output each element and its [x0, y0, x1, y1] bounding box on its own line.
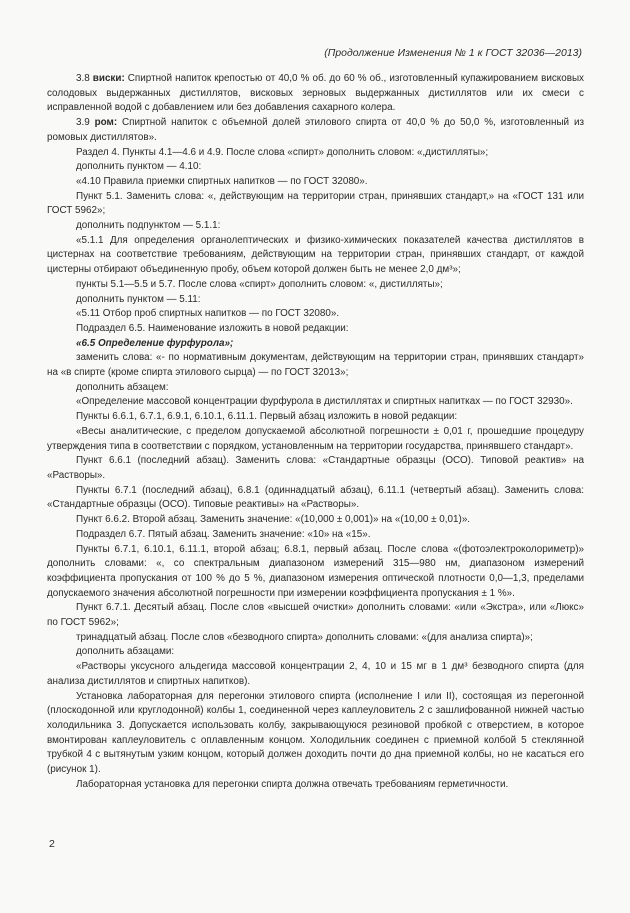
paragraph: Раздел 4. Пункты 4.1—4.6 и 4.9. После слова «спирт» дополнить словом: «,дистилляты»; [76, 146, 489, 158]
paragraph: Лабораторная установка для перегонки спирта должна отвечать требованиям герметичности. [76, 778, 509, 790]
paragraph: «6.5 Определение фурфурола»; [76, 337, 234, 349]
paragraph: «Растворы уксусного альдегида массовой концентрации 2, 4, 10 и 15 мг в 1 дм³ безводного спирта (для анализа дистиллятов и спиртных напитков). [47, 661, 584, 687]
document-header: (Продолжение Изменения № 1 к ГОСТ 32036—2013) [324, 48, 582, 59]
paragraph-text: Спиртной напиток с объемной долей этилового спирта от 40,0 % до 50,0 %, изготовленный из ромовых дистиллятов». [47, 117, 584, 143]
paragraph [47, 116, 584, 145]
defined-term: ром: [94, 117, 118, 129]
paragraph: Пункт 6.6.1 (последний абзац). Заменить слова: «Стандартные образцы (ОСО). Типовой реактив» на «Растворы». [47, 455, 584, 481]
paragraph: «5.1.1 Для определения органолептических и физико-химических показателей качества дистиллятов в цистернах на соответствие требованиям, действующим на территории стран, принявших стандарт, от каждой цистерны отбирают объединенную пробу, объем которой должен быть не менее 2,0 дм³»; [47, 234, 584, 276]
paragraph: «4.10 Правила приемки спиртных напитков — по ГОСТ 32080». [76, 175, 368, 187]
paragraph: Пункт 6.7.1. Десятый абзац. После слов «высшей очистки» дополнить словами: «или «Экстра», или «Люкс» по ГОСТ 5962»; [47, 602, 584, 629]
paragraph: Подраздел 6.7. Пятый абзац. Заменить значение: «10» на «15». [76, 528, 371, 540]
paragraph: заменить слова: «- по нормативным документам, действующим на территории стран, принявших стандарт» на «в спирте (кроме спирта этилового сырца) — по ГОСТ 32013»; [47, 352, 584, 379]
paragraph: дополнить абзацами: [76, 646, 175, 658]
paragraph: дополнить пунктом — 4.10: [76, 161, 202, 173]
paragraph: «5.11 Отбор проб спиртных напитков — по ГОСТ 32080». [76, 308, 340, 320]
paragraph: дополнить подпунктом — 5.1.1: [76, 220, 221, 232]
defined-term: виски: [92, 73, 125, 84]
document-body [47, 72, 584, 792]
paragraph-text: Спиртной напиток крепостью от 40,0 % об. до 60 % об., изготовленный купажированием висковых солодовых выдержанных дистиллятов, висковых зерновых выдержанных дистиллятов или их смеси с исправленной водой с добавлением или без добавления сахарного колера. [47, 73, 584, 114]
paragraph: «Весы аналитические, с пределом допускаемой абсолютной погрешности ± 0,01 г, прошедшие процедуру утверждения типа в соответствии с порядком, установленным на территории государства, принявшего стандарт». [47, 425, 584, 452]
paragraph: Пункты 6.7.1 (последний абзац), 6.8.1 (одиннадцатый абзац), 6.11.1 (четвертый абзац). Заменить слова: «Стандартные образцы (ОСО). Типовые реактивы» на «Растворы». [47, 484, 584, 511]
paragraph: дополнить абзацем: [76, 381, 169, 393]
paragraph [47, 72, 584, 116]
paragraph: Установка лабораторная для перегонки этилового спирта (исполнение I или II), состоящая из перегонной (плоскодонной или круглодонной) колбы 1, соединенной через каплеуловитель 2 с зашлифованной нижней частью холодильника 3. Допускается использовать колбу, закрывающуюся резиновой пробкой с отверстием, в которое вмонтирован каплеуловитель с оплавленным концом. Холодильник соединен с приемной колбой 5 стеклянной трубкой 4 с вытянутым узким концом, который должен доходить почти до дна приемной колбы, но не касаться его (рисунок 1). [47, 690, 584, 776]
paragraph: Пункты 6.7.1, 6.10.1, 6.11.1, второй абзац; 6.8.1, первый абзац. После слова «(фотоэлектроколориметр)» дополнить словами: «, со спектральным диапазоном измерений 315—980 нм, диапазоном измерений коэффициента пропускания от 100 % до 5 %, диапазоном измерения оптической плотности 0,0—1,3, пределами допускаемого значения абсолютной погрешности при измерении коэффициента пропускания ± 1 %». [47, 543, 584, 599]
paragraph: Пункт 6.6.2. Второй абзац. Заменить значение: «(10,000 ± 0,001)» на «(10,00 ± 0,01)». [76, 514, 471, 526]
paragraph: дополнить пунктом — 5.11: [76, 293, 201, 305]
paragraph: пункты 5.1—5.5 и 5.7. После слова «спирт» дополнить словом: «, дистилляты»; [76, 278, 443, 290]
paragraph-prefix: 3.9 [76, 117, 95, 129]
paragraph: Пункт 5.1. Заменить слова: «, действующим на территории стран, принявших стандарт,» на «ГОСТ 131 или ГОСТ 5962»; [47, 190, 584, 217]
paragraph-prefix: 3.8 [76, 73, 93, 84]
page-number: 2 [49, 838, 55, 850]
paragraph: тринадцатый абзац. После слов «безводного спирта» дополнить словами: «(для анализа спирта)»; [76, 631, 533, 643]
paragraph: «Определение массовой концентрации фурфурола в дистиллятах и спиртных напитках — по ГОСТ 32930». [76, 396, 573, 408]
paragraph: Пункты 6.6.1, 6.7.1, 6.9.1, 6.10.1, 6.11.1. Первый абзац изложить в новой редакции: [76, 411, 458, 423]
paragraph: Подраздел 6.5. Наименование изложить в новой редакции: [76, 322, 349, 334]
